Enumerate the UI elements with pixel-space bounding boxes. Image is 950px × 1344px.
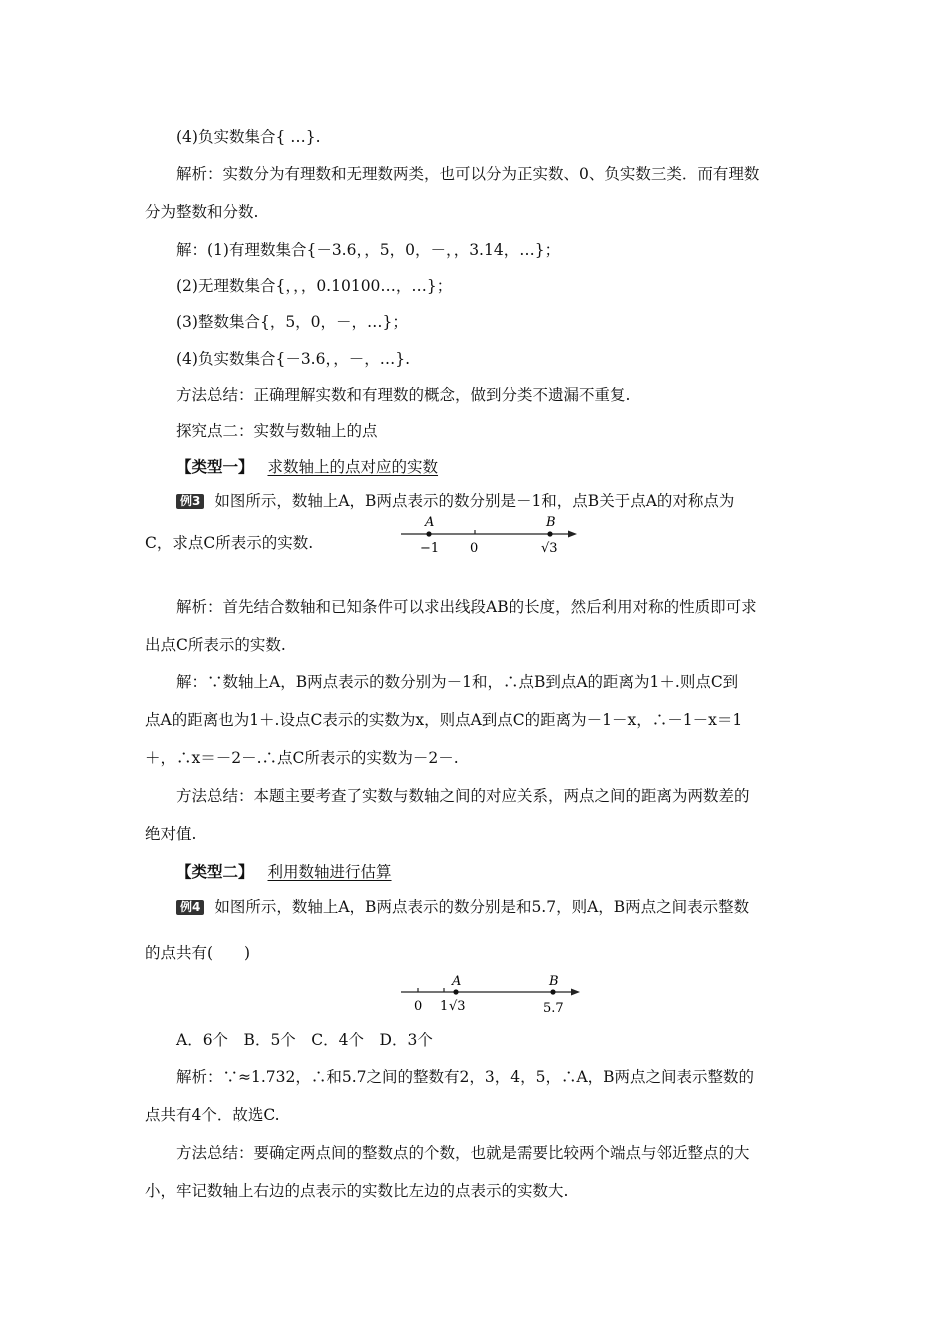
analysis-text-2: 解析：首先结合数轴和已知条件可以求出线段AB的长度，然后利用对称的性质即可求	[176, 598, 757, 616]
number-line-2-label-a: A	[452, 974, 462, 989]
number-line-2-point-a	[453, 989, 458, 994]
example-4-badge: 例4	[176, 900, 204, 915]
type-two-tag: 【类型二】	[176, 862, 254, 881]
number-line-figure-2	[395, 972, 590, 1018]
analysis-text-3: 解析：∵≈1.732，∴和5.7之间的整数有2，3，4，5，∴A，B两点之间表示整数的	[176, 1068, 755, 1086]
solution-rational-set: 解：(1)有理数集合{－3.6，，5，0，－，，3.14，…}；	[176, 241, 561, 259]
analysis-text-cont: 分为整数和分数.	[145, 203, 259, 221]
number-line-2-tick-label-zero: 0	[414, 999, 423, 1014]
example-3-statement	[176, 491, 734, 511]
number-line-1-tick-label-zero: 0	[470, 541, 479, 556]
solution-text-1: 解：∵数轴上A，B两点表示的数分别为－1和，∴点B到点A的距离为1＋.则点C到	[176, 673, 739, 691]
method-summary: 方法总结：正确理解实数和有理数的概念，做到分类不遗漏不重复.	[176, 386, 631, 404]
method-summary-3: 方法总结：要确定两点间的整数点的个数，也就是需要比较两个端点与邻近整点的大	[176, 1144, 750, 1162]
number-line-1-label-a: A	[425, 515, 435, 530]
method-summary-2-cont: 绝对值.	[145, 825, 197, 843]
solution-negative-set: (4)负实数集合{－3.6，，－，…}.	[176, 350, 411, 368]
number-line-2-tick-label-5-7: 5.7	[543, 1001, 564, 1016]
number-line-1-point-b	[547, 531, 552, 536]
number-line-1-tick-label-sqrt3: √3	[541, 541, 558, 556]
example-4-options: A．6个 B．5个 C．4个 D．3个	[176, 1031, 433, 1049]
example-4-statement	[176, 897, 749, 917]
method-summary-2: 方法总结：本题主要考查了实数与数轴之间的对应关系，两点之间的距离为两数差的	[176, 787, 750, 805]
example-3-badge: 例3	[176, 494, 204, 509]
type-one-title: 求数轴上的点对应的实数	[267, 458, 439, 476]
solution-text-3: ＋，∴x＝－2－.∴点C所表示的实数为－2－.	[145, 749, 459, 767]
type-two-header	[176, 862, 392, 882]
number-line-1-label-b: B	[546, 515, 556, 530]
solution-irrational-set: (2)无理数集合{，，，0.10100…，…}；	[176, 277, 453, 295]
section-heading: 探究点二：实数与数轴上的点	[176, 422, 378, 440]
number-line-2-arrow	[571, 989, 580, 996]
example-4-text-cont: 的点共有( )	[145, 944, 251, 962]
number-line-1-tick-label-neg1: −1	[420, 541, 440, 556]
analysis-text-2-cont: 出点C所表示的实数.	[145, 636, 286, 654]
number-line-2-tick-label-one: 1	[440, 999, 449, 1014]
analysis-text: 解析：实数分为有理数和无理数两类，也可以分为正实数、0、负实数三类．而有理数	[176, 165, 760, 183]
type-one-tag: 【类型一】	[176, 457, 254, 476]
negative-real-set-blank: (4)负实数集合{ …}.	[176, 128, 321, 146]
number-line-1-point-a	[426, 531, 431, 536]
method-summary-3-cont: 小，牢记数轴上右边的点表示的实数比左边的点表示的实数大.	[145, 1182, 569, 1200]
analysis-text-3-cont: 点共有4个．故选C.	[145, 1106, 280, 1124]
number-line-2-label-b: B	[549, 974, 559, 989]
example-4-text: 如图所示，数轴上A，B两点表示的数分别是和5.7，则A，B两点之间表示整数	[214, 898, 750, 916]
number-line-2-tick-label-sqrt3: √3	[449, 999, 466, 1014]
number-line-2-point-b	[550, 989, 555, 994]
number-line-1-arrow	[568, 531, 577, 538]
example-3-text: 如图所示，数轴上A，B两点表示的数分别是－1和，点B关于点A的对称点为	[214, 492, 735, 510]
number-line-figure-1	[395, 512, 585, 560]
solution-integer-set: (3)整数集合{，5，0，－，…}；	[176, 313, 408, 331]
type-two-title: 利用数轴进行估算	[267, 863, 392, 881]
solution-text-2: 点A的距离也为1＋.设点C表示的实数为x，则点A到点C的距离为－1－x，∴－1－x＝1	[145, 711, 743, 729]
type-one-header	[176, 457, 438, 477]
example-3-text-cont: C，求点C所表示的实数.	[145, 534, 314, 552]
